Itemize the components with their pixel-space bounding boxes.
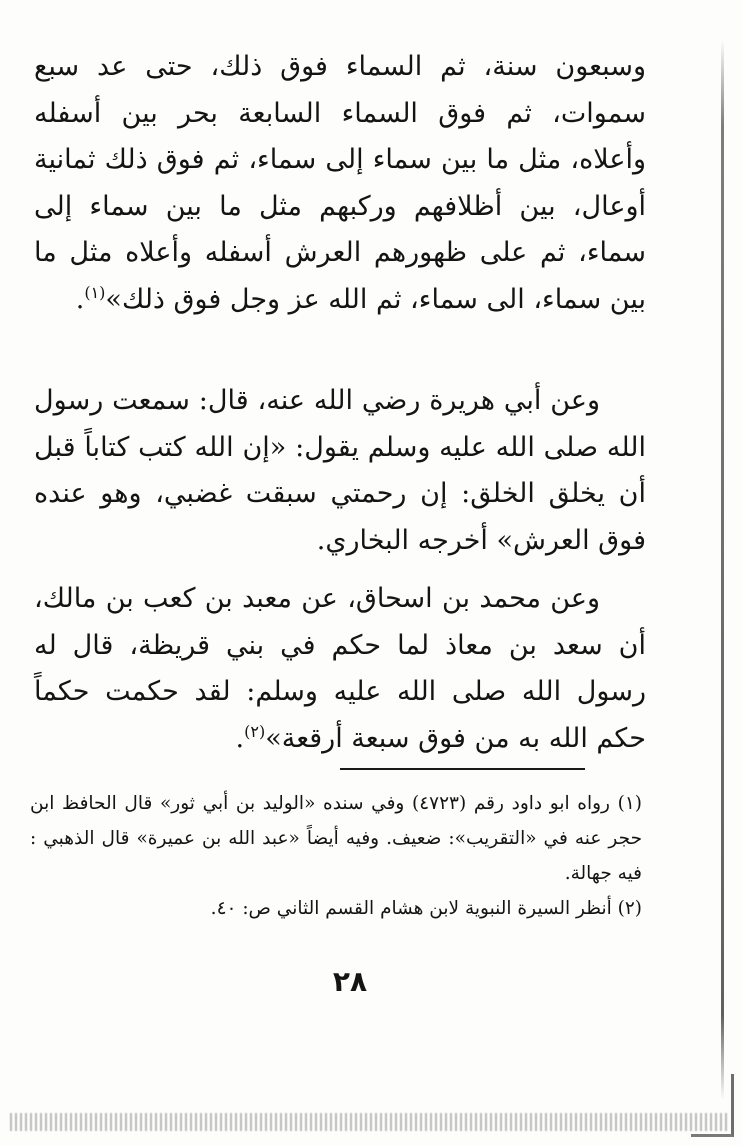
scan-bottom-noise	[10, 1113, 728, 1131]
footnote-1	[30, 786, 642, 891]
footnote-2	[30, 891, 642, 926]
paragraph-3: وعن محمد بن اسحاق، عن معبد بن كعب بن مالك، أن سعد بن معاذ لما حكم في بني قريظة، قال له رسول الله صلى الله عليه وسلم: لقد حكمت حكماً حكم الله به من فوق سبعة أرقعة»$^{(٢)}$.	[34, 583, 646, 754]
page-number: ٢٨	[332, 965, 368, 998]
scan-edge-shadow	[721, 40, 724, 1100]
footnote-2-marker: (٢)	[617, 898, 642, 919]
footnote-ref-1: (١)	[84, 282, 106, 302]
footnote-1-marker: (١)	[617, 793, 642, 814]
footnote-1-text: رواه ابو داود رقم (٤٧٢٣) وفي سنده «الوليد بن أبي ثور» قال الحافظ ابن حجر عنه في «التقريب»: ضعيف. وفيه أيضاً «عبد الله بن عميرة» قال الذهبي : فيه جهالة.	[30, 793, 642, 884]
footnote-separator	[340, 768, 585, 770]
footnotes	[30, 786, 642, 926]
paragraph-1: وسبعون سنة، ثم السماء فوق ذلك، حتى عد سبع سموات، ثم فوق السماء السابعة بحر بين أسفله وأعلاه، مثل ما بين سماء إلى سماء، ثم فوق ذلك ثمانية أوعال، بين أظلافهم وركبهم مثل ما بين سماء إلى سماء، ثم على ظهورهم العرش أسفله وأعلاه مثل ما بين سماء، الى سماء، ثم الله عز وجل فوق ذلك»$^{(١)}$.	[34, 51, 646, 315]
paragraph-3-text: وعن محمد بن اسحاق، عن معبد بن كعب بن مالك، أن سعد بن معاذ لما حكم في بني قريظة، قال له رسول الله صلى الله عليه وسلم: لقد حكمت حكماً حكم الله به من فوق سبعة أرقعة»	[34, 583, 646, 754]
paragraph-2	[34, 378, 646, 564]
paragraph-2-text: وعن أبي هريرة رضي الله عنه، قال: سمعت رسول الله صلى الله عليه وسلم يقول: «إن الله كتب كتاباً قبل أن يخلق الخلق: إن رحمتي سبقت غضبي، وهو عنده فوق العرش» أخرجه البخاري.	[34, 385, 646, 556]
footnote-ref-2: (٢)	[244, 721, 266, 741]
footnote-2-text: أنظر السيرة النبوية لابن هشام القسم الثاني ص: ٤٠.	[210, 898, 612, 919]
paragraph-1-text: وسبعون سنة، ثم السماء فوق ذلك، حتى عد سبع سموات، ثم فوق السماء السابعة بحر بين أسفله وأعلاه، مثل ما بين سماء إلى سماء، ثم فوق ذلك ثمانية أوعال، بين أظلافهم وركبهم مثل ما بين سماء إلى سماء، ثم على ظهورهم العرش أسفله وأعلاه مثل ما بين سماء، الى سماء، ثم الله عز وجل فوق ذلك»	[34, 51, 646, 315]
scan-corner-mark	[691, 1074, 734, 1137]
